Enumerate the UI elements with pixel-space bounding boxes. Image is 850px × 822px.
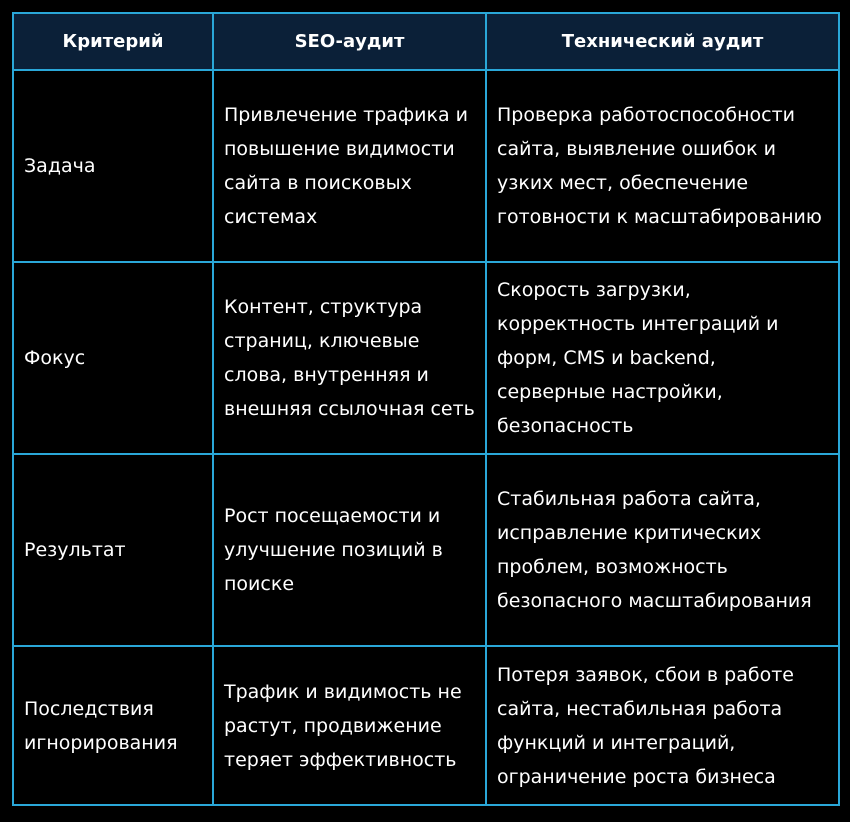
cell-criterion: Результат xyxy=(13,454,213,646)
table-row xyxy=(13,70,839,262)
cell-seo: Контент, структура страниц, ключевые слова, внутренняя и внешняя ссылочная сеть xyxy=(213,262,486,454)
cell-seo: Привлечение трафика и повышение видимости сайта в поисковых системах xyxy=(213,70,486,262)
table-row xyxy=(13,262,839,454)
header-row xyxy=(13,13,839,70)
cell-tech: Потеря заявок, сбои в работе сайта, нестабильная работа функций и интеграций, ограничение роста бизнеса xyxy=(486,646,839,805)
table-body xyxy=(13,70,839,805)
header-seo-audit: SEO-аудит xyxy=(213,13,486,70)
cell-criterion: Последствия игнорирования xyxy=(13,646,213,805)
table-row xyxy=(13,646,839,805)
cell-tech: Стабильная работа сайта, исправление критических проблем, возможность безопасного масштабирования xyxy=(486,454,839,646)
table-row xyxy=(13,454,839,646)
table-header xyxy=(13,13,839,70)
comparison-table xyxy=(12,12,840,806)
cell-seo: Рост посещаемости и улучшение позиций в поиске xyxy=(213,454,486,646)
cell-seo: Трафик и видимость не растут, продвижение теряет эффективность xyxy=(213,646,486,805)
cell-criterion: Фокус xyxy=(13,262,213,454)
header-criterion: Критерий xyxy=(13,13,213,70)
cell-criterion: Задача xyxy=(13,70,213,262)
header-technical-audit: Технический аудит xyxy=(486,13,839,70)
cell-tech: Скорость загрузки, корректность интеграций и форм, CMS и backend, серверные настройки, безопасность xyxy=(486,262,839,454)
cell-tech: Проверка работоспособности сайта, выявление ошибок и узких мест, обеспечение готовности к масштабированию xyxy=(486,70,839,262)
